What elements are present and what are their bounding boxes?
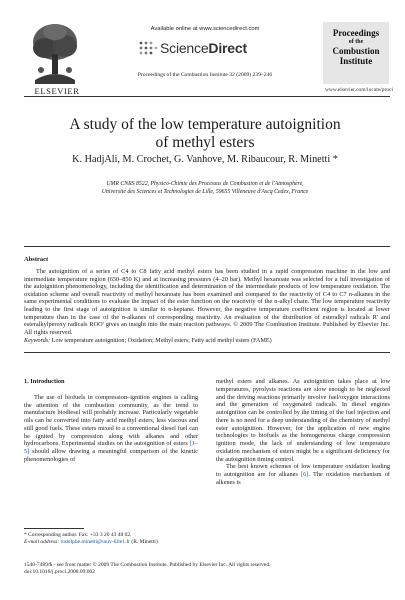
journal-box-line: Institute bbox=[339, 56, 373, 66]
journal-header bbox=[0, 0, 405, 110]
email-link[interactable]: rodolphe.minetti@univ-lille1.fr bbox=[60, 539, 130, 545]
affiliation bbox=[30, 180, 380, 196]
corresponding-author: * Corresponding author. Fax: +33 3 20 43 48 02. bbox=[24, 532, 132, 538]
abstract-body bbox=[24, 268, 390, 336]
body-column-right bbox=[216, 378, 390, 487]
title-line: of methyl esters bbox=[155, 134, 255, 151]
author-list: K. HadjAli, M. Crochet, G. Vanhove, M. Ribaucour, R. Minetti * bbox=[72, 154, 338, 165]
keywords-label: Keywords: bbox=[24, 338, 51, 344]
title-line: A study of the low temperature autoignition bbox=[69, 116, 341, 133]
footnote-divider bbox=[24, 528, 84, 529]
keywords bbox=[24, 338, 390, 344]
section-heading: 1. Introduction bbox=[24, 378, 65, 385]
citation-link[interactable]: [6] bbox=[301, 471, 309, 478]
issn-line: 1540-7489/$ - see front matter © 2009 The Combustion Institute. Published by Elsevier Inc. All rights reserved. bbox=[24, 562, 271, 568]
publisher-name: ELSEVIER bbox=[34, 86, 80, 96]
abstract-copyright: © 2009 The Combustion Institute. Published by Elsevier Inc. All rights reserved. bbox=[24, 321, 391, 336]
citation-link[interactable]: [1–5] bbox=[24, 440, 198, 455]
paragraph: The use of biofuels in compression–ignition engines is calling the attention of the combustion community, as the trend to manufacture biodiesel will probably increase. Particularly vegetable oils can be converted into fatty acid methyl esters, less viscous and still good fuels. These esters mixed to a conventional diesel fuel can be ignited by compression along with alkanes and other hydrocarbons. Experimental studies on the autoignition of esters [1–5] should allow drawing a meaningful comparison of the kinetic phenomenologies of bbox=[24, 393, 198, 463]
affiliation-line: Université des Sciences et Technologies de Lille, 59655 Villeneuve d'Ascq Cedex, France bbox=[101, 189, 309, 195]
affiliation-line: UMR CNRS 8522, Physico-Chimie des Processus de Combustion et de l'Atmosphère, bbox=[106, 181, 304, 187]
email-line: E-mail address: rodolphe.minetti@univ-lille1.fr (R. Minetti). bbox=[24, 539, 160, 545]
journal-url[interactable]: www.elsevier.com/locate/proci bbox=[324, 87, 393, 93]
abstract-heading: Abstract bbox=[24, 256, 49, 263]
article-title bbox=[40, 116, 370, 152]
journal-citation: Proceedings of the Combustion Institute 32 (2009) 239–246 bbox=[137, 72, 273, 78]
journal-box-line: Combustion bbox=[332, 46, 380, 56]
sciencedirect-dots-icon bbox=[138, 40, 158, 56]
paragraph: methyl esters and alkanes. As autoignition takes place at low temperatures, pyrolysis reactions are slow enough to be neglected and the driving reactions primarily involve fuel/oxygen interactions and the generation of oxygenated radicals. In diesel engines autoignition can be controlled by the timing of the fuel injection and there is no need for a deep understanding of the chemistry of methyl ester autoignition. However, for the application of new engine technologies to biofuels as the homogeneous charge compression ignition mode, the lack of understanding of low temperature oxidation mechanism of esters might be a significant deficiency for the autoignition timing control. bbox=[216, 378, 390, 463]
keywords-value: Low temperature autoignition; Oxidation; Methyl esters; Fatty acid methyl esters (FAME) bbox=[51, 338, 272, 344]
journal-box-line: Proceedings bbox=[332, 28, 380, 38]
body-column-left bbox=[24, 378, 198, 464]
footnote bbox=[24, 532, 198, 546]
available-online-text[interactable]: Available online at www.sciencedirect.com bbox=[150, 26, 260, 32]
elsevier-tree-logo bbox=[27, 20, 83, 86]
header-divider bbox=[24, 96, 390, 97]
publication-info bbox=[24, 562, 390, 576]
abstract-top-divider bbox=[24, 246, 390, 247]
abstract-text: The autoignition of a series of C4 to C8 fatty acid methyl esters has been studied in a rapid compression machine in the low and intermediate temperature region (650–850 K) and at increasing pressures (4–20 bar). Methyl hexanoate was selected for a full investigation of the autoignition phenomenology, including the identification and determination of the intermediate products of low temperature oxidation. The oxidation scheme and overall reactivity of methyl hexanoate has been examined and compared to the reactivity of C4 to C7 n-alkanes in the same experimental conditions to evaluate the impact of the ester function on the reactivity of the n-alkyl chain. The low temperature reactivity leading to the first stage of autoignition is similar to n-heptane. However, the negative temperature coefficient region is located at lower temperature than in the case of the n-alkanes of corresponding reactivity. An evaluation of the distribution of esteralkyl radicals R' and esteralkylperoxy radicals ROO' gives an insight into the main reaction pathways. bbox=[24, 268, 390, 329]
sciencedirect-logo: ScienceDirect bbox=[160, 40, 247, 56]
abstract-bottom-divider bbox=[24, 352, 390, 353]
paragraph: The best known schemes of low temperature oxidation leading to autoignition are for alkanes [6]. The oxidation mechanism of alkenes is bbox=[216, 463, 390, 486]
journal-title-box bbox=[323, 22, 389, 84]
journal-box-line: of the bbox=[348, 39, 364, 45]
doi[interactable]: doi:10.1016/j.proci.2008.09.002 bbox=[24, 569, 96, 575]
